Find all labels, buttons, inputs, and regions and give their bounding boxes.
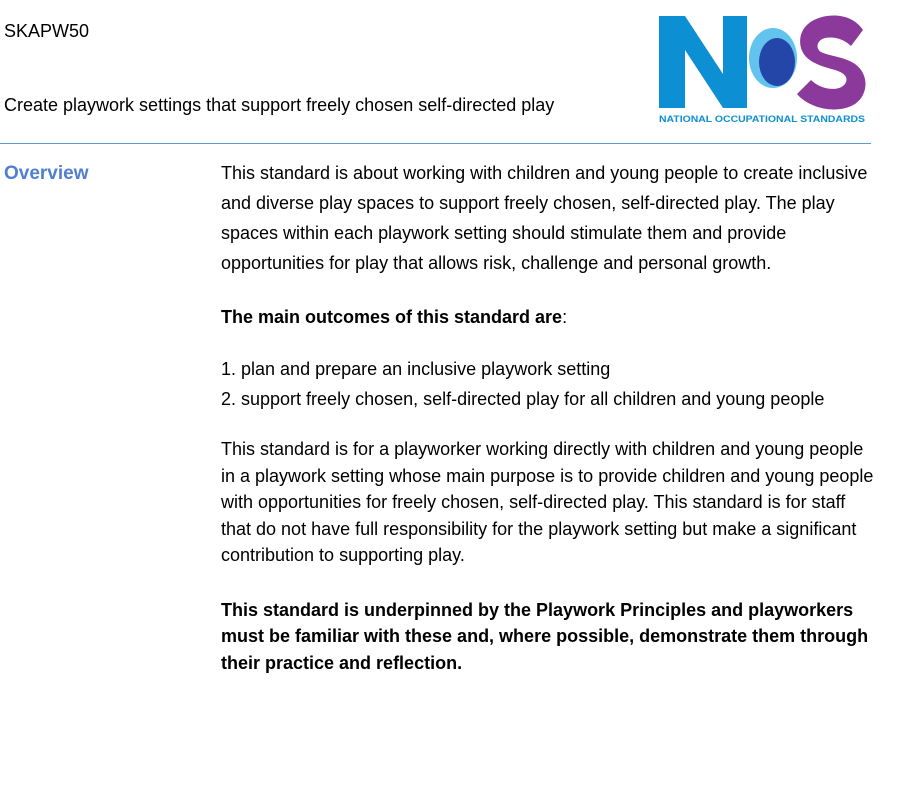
standard-code: SKAPW50 xyxy=(4,21,90,41)
outcomes-heading: The main outcomes of this standard are xyxy=(221,307,563,327)
logo-letter-s xyxy=(797,16,866,110)
standard-title: Create playwork settings that support freely chosen self-directed play xyxy=(4,95,555,115)
outcomes-list xyxy=(221,354,876,414)
overview-paragraph-5: This standard is underpinned by the Playwork Principles and playworkers must be familiar with these and, where possible, demonstrate them through their practice and reflection. xyxy=(221,599,869,673)
outcomes-heading-line xyxy=(221,302,876,332)
overview-label: Overview xyxy=(4,163,89,184)
outcome-item-1: 1. plan and prepare an inclusive playwork setting xyxy=(221,359,611,379)
outcome-item-2: 2. support freely chosen, self-directed play for all children and young people xyxy=(221,389,825,409)
nos-logo xyxy=(655,10,870,128)
overview-body xyxy=(221,158,876,700)
logo-subtitle: NATIONAL OCCUPATIONAL STANDARDS xyxy=(659,114,866,125)
nos-logo-graphic xyxy=(655,10,870,128)
logo-letter-n xyxy=(659,16,747,108)
outcomes-colon: : xyxy=(562,307,568,327)
overview-paragraph-1: This standard is about working with children and young people to create inclusive and diverse play spaces to support freely chosen, self-directed play. The play spaces within each playwork setting should stimulate them and provide opportunities for play that allows risk, challenge and personal growth. xyxy=(221,163,868,273)
logo-letter-o-inner xyxy=(759,38,795,86)
header-divider xyxy=(0,143,871,144)
overview-paragraph-4: This standard is for a playworker working directly with children and young people in a playwork setting whose main purpose is to provide children and young people with opportunities for freely chosen, self-directed play. This standard is for staff that do not have full responsibility for the playwork setting but make a significant contribution to supporting play. xyxy=(221,439,874,565)
